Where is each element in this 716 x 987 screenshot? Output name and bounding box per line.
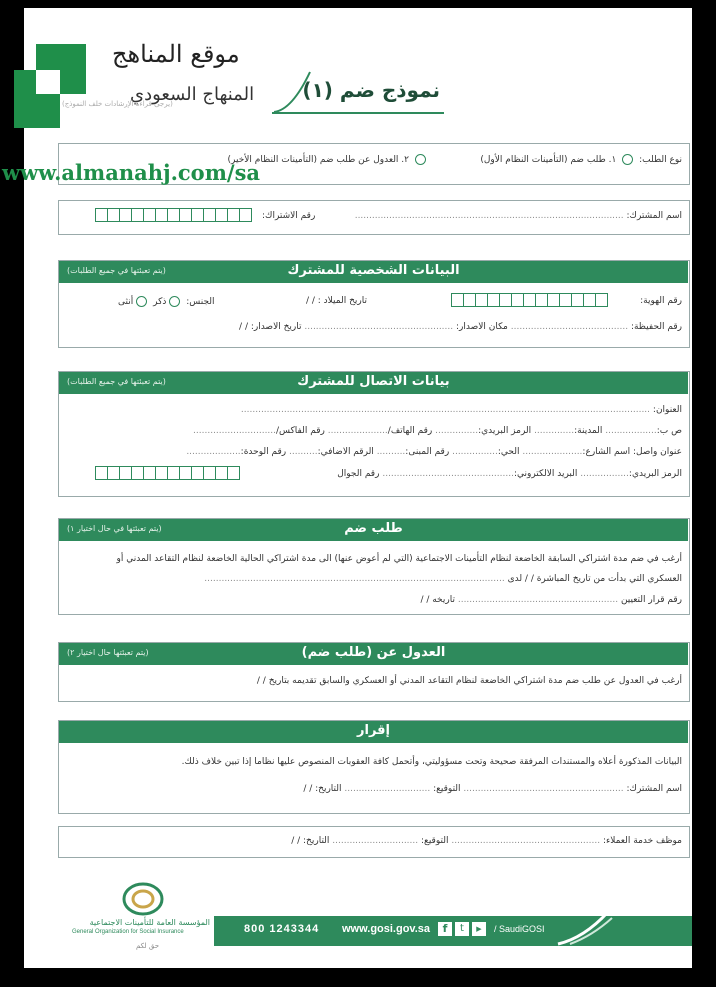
gosi-logo bbox=[72, 882, 210, 952]
social-icons bbox=[438, 922, 486, 936]
subscriber-name-field[interactable]: اسم المشترك: .............................................................................................. bbox=[354, 211, 682, 221]
national-address-line[interactable]: عنوان واصل: اسم الشارع:..................... الحي:................ رقم المبنى:.......... الرقم الاضافي:.......... رقم الوحدة:................... bbox=[186, 447, 682, 457]
mobile-boxes[interactable] bbox=[96, 466, 240, 480]
city-label: المدينة: bbox=[574, 426, 603, 436]
district-label: الحي: bbox=[497, 447, 520, 457]
declaration-header bbox=[59, 721, 688, 743]
gender-label: الجنس: bbox=[186, 297, 215, 307]
youtube-icon[interactable]: ▶ bbox=[472, 922, 486, 936]
request-type-line bbox=[228, 154, 682, 165]
join-title: طلب ضم bbox=[344, 521, 403, 536]
form-title-tab bbox=[272, 70, 444, 114]
footer-phone: 800 1243344 bbox=[244, 923, 320, 935]
option1-label: ١. طلب ضم (التأمينات النظام الأول) bbox=[480, 155, 617, 165]
address-label: العنوان: bbox=[652, 405, 682, 415]
gender-line bbox=[118, 296, 215, 307]
footer-website[interactable]: www.gosi.gov.sa bbox=[342, 923, 431, 935]
contact-title: بيانات الاتصال للمشترك bbox=[297, 374, 450, 389]
appointment-label: رقم قرار التعيين bbox=[620, 595, 682, 605]
contact-header bbox=[59, 372, 688, 394]
join-text1: أرغب في ضم مدة اشتراكي السابقة الخاضعة لنظام التأمينات الاجتماعية (التي لم أعوض عنها) الى مدة اشتراكي الحالية الخاضعة لنظام التقاعد المدني أو bbox=[116, 554, 682, 564]
watermark-logo bbox=[14, 44, 86, 128]
issue-place-label: مكان الاصدار: bbox=[456, 322, 508, 332]
join-note: (يتم تعبئتها في حال اختيار ١) bbox=[67, 524, 162, 533]
staff-date-label: التاريخ: / / bbox=[291, 836, 330, 846]
postal-label: الرمز البريدي: bbox=[478, 426, 532, 436]
watermark-url[interactable]: www.almanahj.com/sa bbox=[2, 160, 261, 185]
join-header bbox=[59, 519, 688, 541]
po-box-label: ص ب: bbox=[656, 426, 682, 436]
join-text2-line[interactable]: العسكري التي بدأت من تاريخ المباشرة / / لدى ......................................................................................................... bbox=[204, 574, 682, 584]
personal-note: (يتم تعبئتها في جميع الطلبات) bbox=[67, 266, 166, 275]
option1-radio[interactable] bbox=[622, 154, 633, 165]
watermark-site: موقع المناهج bbox=[112, 40, 240, 68]
declaration-text: البيانات المذكورة أعلاه والمستندات المرفقة صحيحة وتحت مسؤوليتي، وأتحمل كافة العقوبات المنصوص عليها نظاما إذا تبين خلاف ذلك. bbox=[181, 757, 682, 767]
watermark-instructions: (يرجى قراءة الإرشادات خلف النموذج) bbox=[62, 100, 173, 108]
appointment-line[interactable]: رقم قرار التعيين ........................................................ تاريخه / / bbox=[420, 595, 682, 605]
subscriber-name-label: اسم المشترك: bbox=[626, 211, 682, 221]
gosi-emblem-icon bbox=[122, 882, 164, 916]
facebook-icon[interactable]: f bbox=[438, 922, 452, 936]
staff-label: موظف خدمة العملاء: bbox=[602, 836, 682, 846]
staff-signature-label: التوقيع: bbox=[421, 836, 449, 846]
declaration-name-label: اسم المشترك: bbox=[626, 784, 682, 794]
issue-date-label: تاريخ الاصدار: / / bbox=[239, 322, 302, 332]
unit-label: رقم الوحدة: bbox=[240, 447, 287, 457]
watermark-subtitle: المنهاج السعودي bbox=[130, 84, 255, 105]
footer-swoosh-icon bbox=[554, 908, 614, 948]
id-no-label: رقم الهوية: bbox=[640, 296, 682, 306]
withdraw-note: (يتم تعبئتها حال اختيار ٢) bbox=[67, 648, 149, 657]
personal-header bbox=[59, 261, 688, 283]
form-page bbox=[24, 8, 692, 968]
org-name-ar: المؤسسة العامة للتأمينات الاجتماعية bbox=[89, 918, 210, 927]
option2-radio[interactable] bbox=[415, 154, 426, 165]
declaration-signature-label: التوقيع: bbox=[433, 784, 461, 794]
contact-note: (يتم تعبئتها في جميع الطلبات) bbox=[67, 377, 166, 386]
request-type-label: نوع الطلب: bbox=[639, 155, 682, 165]
file-no-label: رقم الحفيظة: bbox=[630, 322, 682, 332]
id-no-boxes[interactable] bbox=[452, 293, 608, 307]
twitter-icon[interactable]: t bbox=[455, 922, 469, 936]
subscription-no-boxes[interactable] bbox=[96, 208, 252, 222]
org-tagline: حق لكم bbox=[136, 942, 160, 950]
withdraw-title: العدول عن (طلب ضم) bbox=[301, 645, 446, 660]
street-label: اسم الشارع: bbox=[582, 447, 631, 457]
appointment-date-label: تاريخه / / bbox=[420, 595, 455, 605]
mobile-label: رقم الجوال bbox=[337, 469, 380, 479]
file-no-line[interactable]: رقم الحفيظة: ......................................... مكان الاصدار: .................................................... تاريخ الاصدار: / / bbox=[239, 322, 682, 332]
extra-no-label: الرقم الاضافي: bbox=[317, 447, 374, 457]
declaration-title: إقرار bbox=[357, 723, 390, 738]
staff-line[interactable]: موظف خدمة العملاء: .................................................... التوقيع: .............................. التاريخ: / / bbox=[291, 836, 682, 846]
male-radio[interactable] bbox=[169, 296, 180, 307]
withdraw-text: أرغب في العدول عن طلب ضم مدة اشتراكي الخاضعة لنظام التقاعد المدني أو العسكري والسابق تقديمه بتاريخ / / bbox=[256, 676, 682, 686]
declaration-sign-line[interactable]: اسم المشترك: ........................................................ التوقيع: .............................. التاريخ: / / bbox=[303, 784, 682, 794]
male-label: ذكر bbox=[153, 297, 167, 307]
withdraw-header bbox=[59, 643, 688, 665]
org-name-en: General Organization for Social Insurance bbox=[72, 929, 184, 935]
female-label: أنثى bbox=[118, 297, 134, 307]
address-field[interactable]: العنوان: ............................................................................................................................................... bbox=[240, 405, 682, 415]
female-radio[interactable] bbox=[136, 296, 147, 307]
fax-label: رقم الفاكس/ bbox=[276, 426, 325, 436]
po-box-line[interactable]: ص ب:.................. المدينة:.............. الرمز البريدي:............... رقم الهاتف/..................... رقم الفاكس/............................. bbox=[193, 426, 682, 436]
join-text2: العسكري التي بدأت من تاريخ المباشرة / / لدى bbox=[507, 574, 682, 584]
declaration-date-label: التاريخ: / / bbox=[303, 784, 342, 794]
birth-date-label: تاريخ الميلاد : / / bbox=[306, 296, 367, 306]
phone-label: رقم الهاتف/ bbox=[387, 426, 433, 436]
building-label: رقم المبنى: bbox=[405, 447, 450, 457]
subscription-no-label: رقم الاشتراك: bbox=[262, 211, 316, 221]
personal-title: البيانات الشخصية للمشترك bbox=[287, 263, 460, 278]
option2-label: ٢. العدول عن طلب ضم (التأمينات النظام الأخير) bbox=[227, 155, 409, 165]
postal2-label: الرمز البريدي: bbox=[628, 469, 682, 479]
postal2-line[interactable]: الرمز البريدي:................. البريد الالكتروني:.............................................. رقم الجوال bbox=[337, 469, 682, 479]
email-label: البريد الالكتروني: bbox=[513, 469, 578, 479]
form-title: نموذج ضم (١) bbox=[302, 78, 440, 102]
national-address-label: عنوان واصل: bbox=[632, 447, 682, 457]
footer-social: / SaudiGOSI bbox=[494, 924, 545, 934]
